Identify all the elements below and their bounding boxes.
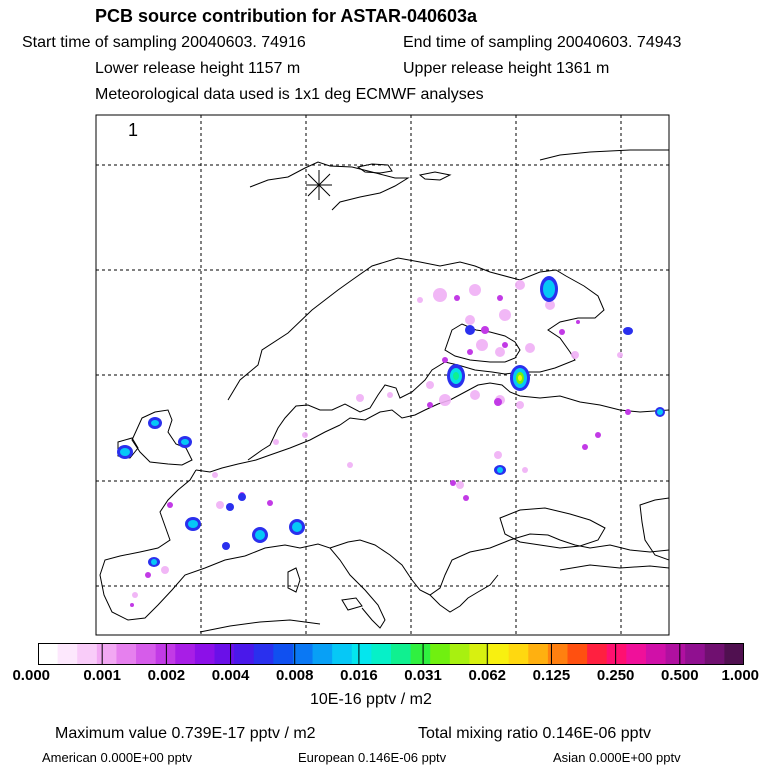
colorbar-tick-label: 0.016 — [340, 667, 378, 684]
colorbar-swatch — [626, 643, 646, 665]
colorbar-swatch — [587, 643, 607, 665]
colorbar-swatch — [568, 643, 588, 665]
colorbar-swatch — [685, 643, 705, 665]
colorbar-swatch — [313, 643, 333, 665]
start-time-text: Start time of sampling 20040603. 74916 — [22, 34, 306, 51]
chart-title: PCB source contribution for ASTAR-040603a — [95, 6, 478, 26]
colorbar-swatch — [332, 643, 352, 665]
colorbar-swatch — [607, 643, 627, 665]
colorbar-unit-label: 10E-16 pptv / m2 — [310, 691, 432, 708]
colorbar-swatch — [352, 643, 372, 665]
colorbar — [38, 643, 744, 665]
colorbar-swatch — [705, 643, 725, 665]
colorbar-swatch — [489, 643, 509, 665]
colorbar-swatch — [58, 643, 78, 665]
colorbar-swatch — [411, 643, 431, 665]
colorbar-tick-label: 0.500 — [661, 667, 699, 684]
colorbar-tick-label: 0.004 — [211, 667, 250, 684]
colorbar-swatch — [509, 643, 529, 665]
colorbar-ticks — [0, 667, 768, 687]
colorbar-swatch — [175, 643, 195, 665]
colorbar-swatch — [116, 643, 136, 665]
upper-release-text: Upper release height 1361 m — [403, 60, 610, 77]
colorbar-swatch — [234, 643, 254, 665]
colorbar-swatch — [215, 643, 235, 665]
colorbar-swatch — [195, 643, 215, 665]
colorbar-tick-label: 0.031 — [404, 667, 442, 684]
lower-release-text: Lower release height 1157 m — [95, 60, 301, 77]
colorbar-swatch — [646, 643, 666, 665]
colorbar-swatch — [136, 643, 156, 665]
met-data-text: Meteorological data used is 1x1 deg ECMWF analyses — [95, 86, 484, 103]
colorbar-swatch — [450, 643, 470, 665]
colorbar-tick-label: 1.000 — [721, 667, 760, 684]
hotspot-east — [510, 365, 530, 391]
colorbar-swatch — [77, 643, 97, 665]
colorbar-swatch — [528, 643, 548, 665]
american-value-text: American 0.000E+00 pptv — [42, 750, 192, 765]
colorbar-swatch — [254, 643, 274, 665]
colorbar-swatch — [548, 643, 568, 665]
colorbar-tick-label: 0.250 — [596, 667, 635, 684]
colorbar-tick-label: 0.002 — [147, 667, 186, 684]
end-time-text: End time of sampling 20040603. 74943 — [403, 34, 682, 51]
colorbar-swatch — [273, 643, 293, 665]
colorbar-swatch — [293, 643, 313, 665]
colorbar-tick-label: 0.000 — [12, 667, 51, 684]
colorbar-tick-label: 0.125 — [532, 667, 571, 684]
colorbar-swatch — [391, 643, 411, 665]
max-value-text: Maximum value 0.739E-17 pptv / m2 — [55, 725, 316, 742]
colorbar-swatch — [724, 643, 744, 665]
asian-value-text: Asian 0.000E+00 pptv — [553, 750, 681, 765]
colorbar-swatch — [97, 643, 117, 665]
hotspot-central — [447, 364, 465, 388]
colorbar-tick-label: 0.001 — [83, 667, 121, 684]
colorbar-swatch — [430, 643, 450, 665]
colorbar-tick-label: 0.008 — [275, 667, 314, 684]
colorbar-swatch — [371, 643, 391, 665]
colorbar-swatch — [666, 643, 686, 665]
panel-label: 1 — [128, 120, 139, 140]
colorbar-swatch — [38, 643, 58, 665]
total-mixing-text: Total mixing ratio 0.146E-06 pptv — [418, 725, 652, 742]
colorbar-swatch — [156, 643, 176, 665]
colorbar-swatch — [469, 643, 489, 665]
hotspot-north — [540, 276, 558, 302]
european-value-text: European 0.146E-06 pptv — [298, 750, 447, 765]
colorbar-tick-label: 0.062 — [468, 667, 507, 684]
